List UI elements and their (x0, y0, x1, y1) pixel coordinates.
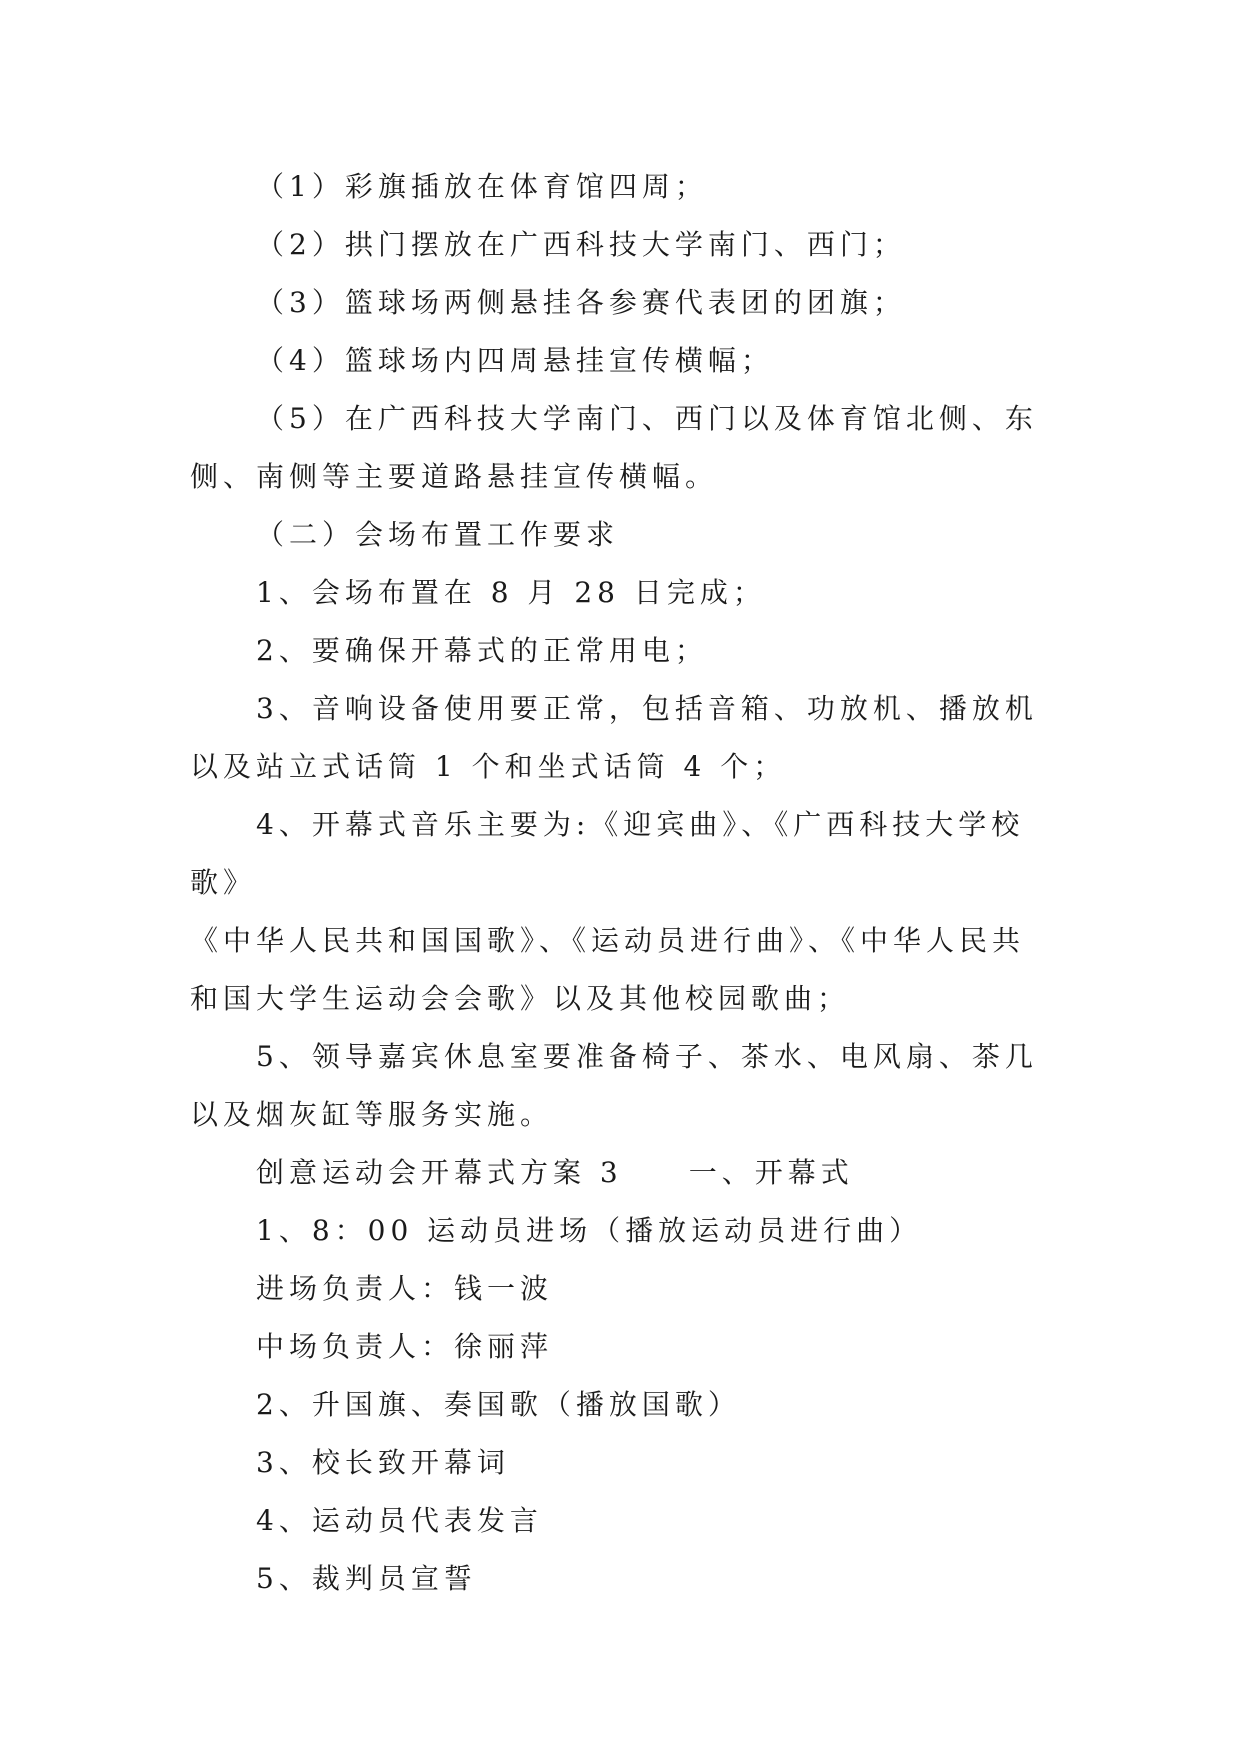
text-line: 中场负责人：徐丽萍 (256, 1330, 554, 1363)
paragraph-road-banners (190, 390, 1062, 506)
text-line: （2）拱门摆放在广西科技大学南门、西门； (256, 228, 906, 261)
text-line: 4、运动员代表发言 (256, 1504, 543, 1537)
document-body (190, 158, 1062, 1608)
paragraph-arch-placement (190, 216, 1062, 274)
text-line: 4、开幕式音乐主要为:《迎宾曲》、《广西科技大学校歌》 (190, 808, 1025, 899)
text-line: 以及烟灰缸等服务实施。 (190, 1098, 554, 1131)
paragraph-athlete-speech (190, 1492, 1062, 1550)
text-line: 创意运动会开幕式方案 3 一、开幕式 (256, 1156, 854, 1189)
text-line: 3、音响设备使用要正常，包括音箱、功放机、播放机 (256, 692, 1038, 725)
paragraph-court-banners (190, 332, 1062, 390)
paragraph-audio-equipment (190, 680, 1062, 796)
paragraph-vip-lounge (190, 1028, 1062, 1144)
paragraph-flag-raising (190, 1376, 1062, 1434)
paragraph-completion-date (190, 564, 1062, 622)
text-line: 2、要确保开幕式的正常用电； (256, 634, 708, 667)
text-line: 5、领导嘉宾休息室要准备椅子、茶水、电风扇、茶几 (256, 1040, 1038, 1073)
paragraph-principal-speech (190, 1434, 1062, 1492)
text-line: 5、裁判员宣誓 (256, 1562, 477, 1595)
text-line: （3）篮球场两侧悬挂各参赛代表团的团旗； (256, 286, 906, 319)
text-line: 3、校长致开幕词 (256, 1446, 510, 1479)
text-line: 1、会场布置在 8 月 28 日完成； (256, 576, 766, 609)
text-line: 进场负责人：钱一波 (256, 1272, 554, 1305)
text-line: 1、8：00 运动员进场（播放运动员进行曲） (256, 1214, 923, 1247)
paragraph-entry-lead (190, 1260, 1062, 1318)
text-line: 侧、南侧等主要道路悬挂宣传横幅。 (190, 460, 719, 493)
paragraph-flag-placement (190, 158, 1062, 216)
paragraph-referee-oath (190, 1550, 1062, 1608)
text-line: 和国大学生运动会会歌》以及其他校园歌曲； (190, 982, 851, 1015)
section-heading-venue-requirements (190, 506, 1062, 564)
text-line: 《中华人民共和国国歌》、《运动员进行曲》、《中华人民共 (190, 924, 1026, 957)
paragraph-ceremony-music (190, 796, 1062, 1028)
section-heading-plan-3 (190, 1144, 1062, 1202)
paragraph-athlete-entry (190, 1202, 1062, 1260)
text-line: （1）彩旗插放在体育馆四周； (256, 170, 708, 203)
text-line: 2、升国旗、奏国歌（播放国歌） (256, 1388, 741, 1421)
text-line: 以及站立式话筒 1 个和坐式话筒 4 个； (190, 750, 787, 783)
text-line: （二）会场布置工作要求 (256, 518, 620, 551)
paragraph-power-supply (190, 622, 1062, 680)
text-line: （4）篮球场内四周悬挂宣传横幅； (256, 344, 774, 377)
paragraph-team-flags (190, 274, 1062, 332)
text-line: （5）在广西科技大学南门、西门以及体育馆北侧、东 (256, 402, 1038, 435)
paragraph-midfield-lead (190, 1318, 1062, 1376)
